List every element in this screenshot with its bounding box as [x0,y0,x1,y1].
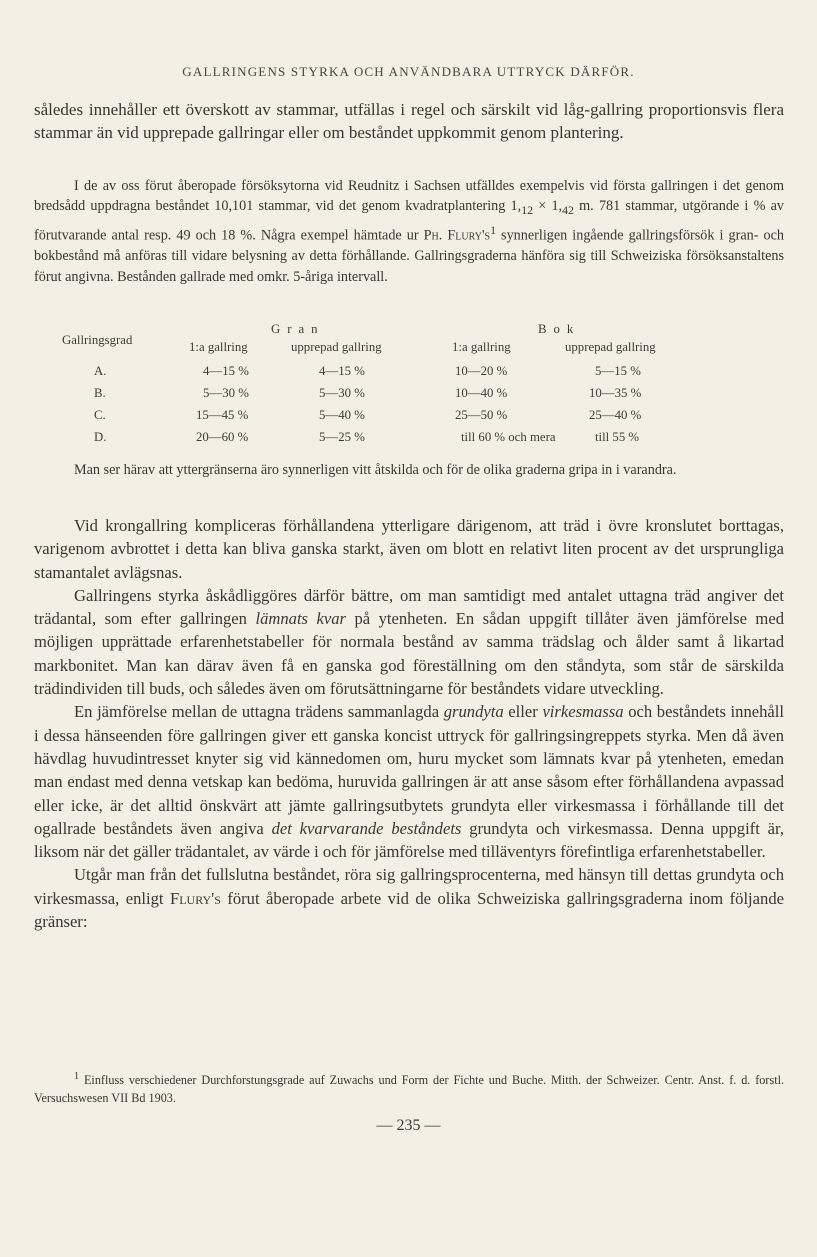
table-cell: 15—45 % [196,408,249,422]
text-span: och beståndets innehåll i dessa hänseenden före gallringen giver ett ganska koncist uttryck för gallringsingreppets styrka. Men då även hävdlag huvudintresset knyter sig vid kännedomen om, huru mycket som lämnats kvar på ytenheten, emedan man endast med denna vetskap kan bedöma, huruvida gallringen är att anse såsom efter förhållandena avpassad eller icke, är det alltid önskvärt att jämte gallringsutbytets grundyta eller virkesmassa i förhållande till det ogallrade beståndets även angiva [34,702,785,838]
main-body [34,514,784,933]
table-col-bok-first: 1:a gallring [452,340,511,354]
table-cell: 10—35 % [589,386,642,400]
text-span: I de av oss förut åberopade försöksytorna vid Reudnitz i Sachsen utfälldes exempelvis vid första gallringen i det genom bredsådd uppdragna beståndet 10,101 stammar, vid det genom kvadratplantering 1, [34,178,784,215]
footnote-ref: 1 [490,223,496,238]
table-cell-grade: C. [94,408,106,422]
table-row-header: Gallringsgrad [62,333,133,347]
text-span: Utgår man från det fullslutna beståndet, röra sig gallringsprocenterna, med hänsyn till dettas grundyta och virkesmassa, enligt [34,865,784,908]
table-cell: 10—40 % [455,386,508,400]
table-cell: 5—30 % [203,386,249,400]
table-col-bok-repeat: upprepad gallring [565,340,656,354]
paragraph-crown-thinning: Vid krongallring kompliceras förhållandena ytterligare därigenom, att träd i övre kronslutet borttagas, varigenom avbrottet i detta kan bliva ganska starkt, även om blott en relativt liten procent av det ursprungliga stamantalet avlägsnas. [34,516,784,582]
table-cell-grade: A. [94,364,107,378]
table-cell: 10—20 % [455,364,508,378]
table-cell: 20—60 % [196,430,249,444]
paragraph-reudnitz [34,176,784,287]
emphasis: lämnats kvar [255,609,346,629]
text-span: på ytenheten. En sådan uppgift tillåter även jämförelse med möjligen upprättade erfarenhetstabeller för normala bestånd av samma trädslag och ålder samt å likartad markbonitet. Man kan därav även få en ganska god föreställning om den ståndyta, som står de särskilda trädindividen till buds, och således även om förutsättningarne för beståndets vidare utveckling. [34,609,785,699]
text-span: Gallringens styrka åskådliggöres därför bättre, om man samtidigt med antalet uttagna träd angiver det trädantal, som efter gallringen [34,585,784,629]
running-header: GALLRINGENS STYRKA OCH ANVÄNDBARA UTTRYCK DÄRFÖR. [182,64,635,79]
table-col-gran-repeat: upprepad gallring [291,340,382,354]
subscript: 12 [521,203,534,218]
table-cell: 4—15 % [319,364,365,378]
table-group-bok: Bok [538,322,581,336]
footnote-text: Einfluss verschiedener Durchforstungsgrade auf Zuwachs und Form der Fichte und Buche. Mitth. der Schweizer. Centr. Anst. f. d. forstl. Versuchswesen VII Bd 1903. [34,1073,785,1105]
text-span: förut åberopade arbete vid de olika Schweiziska gallringsgraderna inom följande gränser: [34,888,784,932]
table-cell: 25—40 % [589,408,642,422]
paragraph-basal-area [34,700,784,863]
text-span: synnerligen ingående gallringsförsök i gran- och bokbestånd må anföras till vidare belysning av detta förhållande. Gallringsgraderna hänföra sig till Schweiziska försöksanstaltens förut angivna. Bestånden gallrade med omkr. 5-åriga intervall. [34,228,784,285]
emphasis: virkesmassa [542,702,624,722]
emphasis: det kvarvarande beståndets [271,818,462,838]
text-span: eller [503,702,543,722]
footnote [34,1068,784,1107]
table-cell: till 60 % och mera [461,430,556,444]
table-col-gran-first: 1:a gallring [189,340,248,354]
paragraph-intro: således innehåller ett överskott av stammar, utfällas i regel och särskilt vid låg-gallring proportionsvis flera stammar än vid upprepade gallringar eller om beståndet uppkommit genom plantering. [34,100,784,142]
author-name: Ph. Flury's [423,228,491,245]
table-group-gran: Gran [271,322,325,336]
table-cell: 5—30 % [319,386,365,400]
emphasis: grundyta [443,702,504,722]
text-span: m. 781 stammar, utgörande i % av förutvarande antal resp. 49 och 18 %. Några exempel hämtade ur [34,198,784,245]
paragraph-limits: Man ser härav att yttergränserna äro synnerligen vitt åtskilda och för de olika graderna gripa in i varandra. [74,462,677,478]
table-cell: 5—40 % [319,408,365,422]
author-name: Flury's [169,888,221,908]
table-cell: 4—15 % [203,364,249,378]
page-number: — 235 — [376,1117,441,1134]
table-cell: 25—50 % [455,408,508,422]
paragraph-percentages [34,863,784,933]
table-cell-grade: D. [94,430,107,444]
text-span: × 1, [533,198,563,215]
table-cell: 5—25 % [319,430,365,444]
footnote-marker: 1 [74,1071,80,1082]
paragraph-remaining-trees [34,584,784,700]
table-cell-grade: B. [94,386,106,400]
text-span: grundyta och virkesmassa. Denna uppgift är, liksom när det gäller trädantalet, av värde i och för jämförelse med tilläventyrs förefintliga erfarenhetstabeller. [34,818,784,862]
table-cell: till 55 % [595,430,640,444]
text-span: En jämförelse mellan de uttagna trädens sammanlagda [74,702,444,722]
table-cell: 5—15 % [595,364,641,378]
subscript: 42 [562,203,574,218]
